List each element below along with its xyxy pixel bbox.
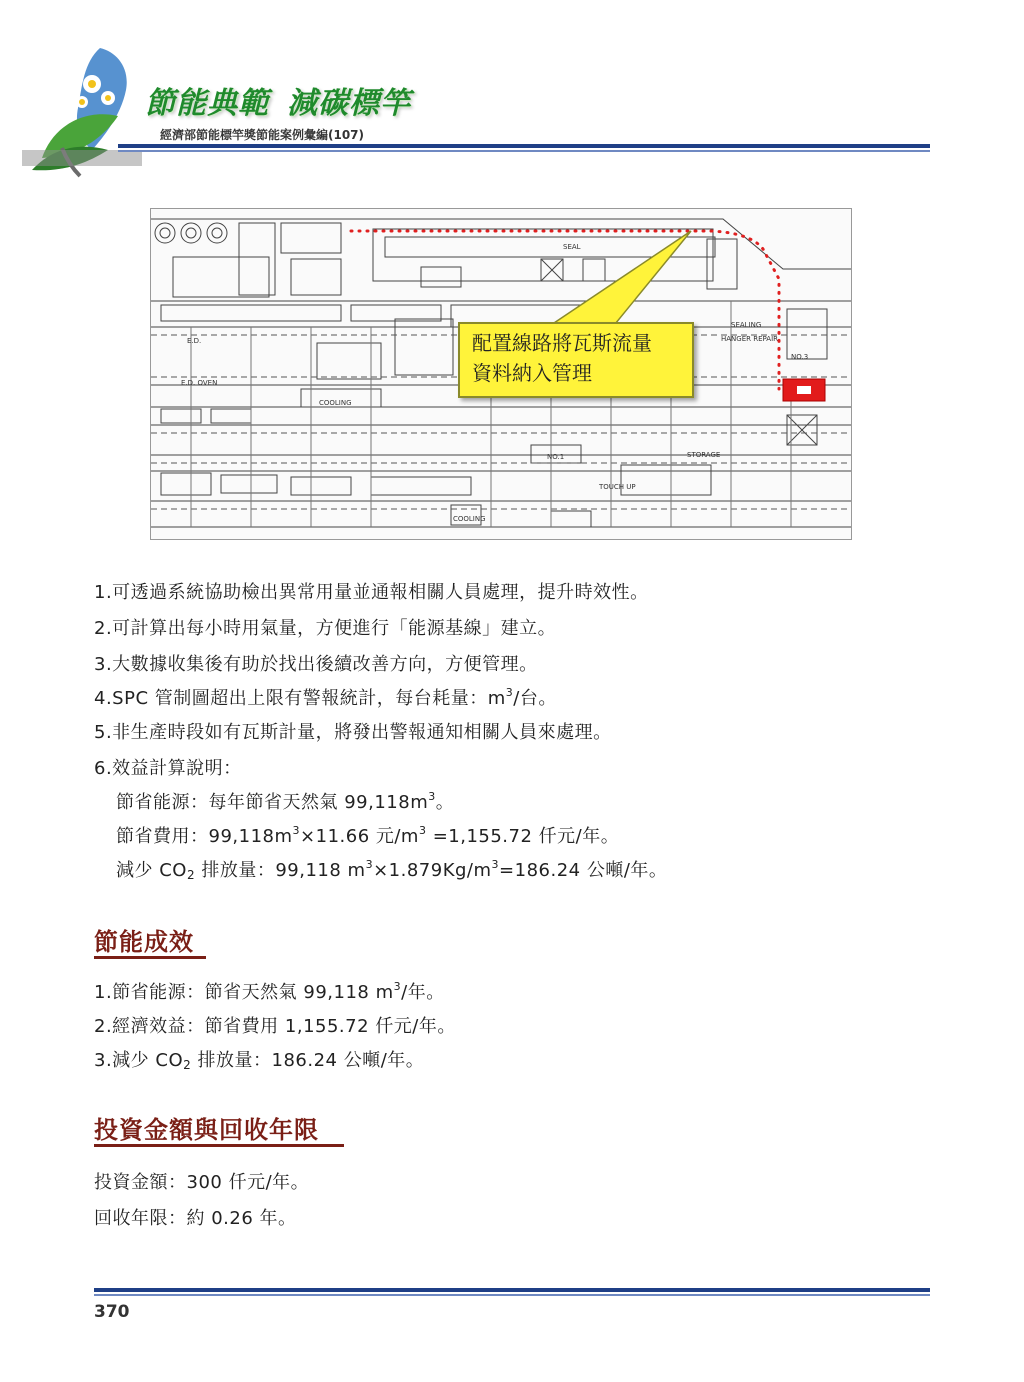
header-rule-thick bbox=[118, 144, 930, 148]
text: 排放量：99,118 m bbox=[195, 860, 366, 881]
callout-line: 資料納入管理 bbox=[472, 361, 592, 385]
text: 1.節省能源：節省天然氣 99,118 m bbox=[94, 982, 394, 1003]
invest-line: 回收年限：約 0.26 年。 bbox=[94, 1208, 297, 1229]
superscript: 3 bbox=[418, 824, 427, 837]
text: 3.減少 CO bbox=[94, 1050, 184, 1071]
list-item bbox=[94, 978, 445, 1004]
superscript: 3 bbox=[491, 858, 500, 871]
text: =186.24 公噸/年。 bbox=[499, 860, 668, 881]
plan-label: SEAL bbox=[563, 243, 581, 251]
list-item: 1.可透過系統協助檢出異常用量並通報相關人員處理，提升時效性。 bbox=[94, 582, 649, 603]
subscript: 2 bbox=[183, 1058, 192, 1072]
brand-title bbox=[145, 78, 411, 122]
brand-title-part2: 減碳標竿 bbox=[287, 86, 411, 121]
plan-label: TOUCH UP bbox=[599, 483, 636, 491]
plan-label: COOLING bbox=[453, 515, 486, 523]
calc-line bbox=[116, 788, 454, 814]
text: ×1.879Kg/m bbox=[373, 860, 492, 881]
list-item: 2.可計算出每小時用氣量，方便進行「能源基線」建立。 bbox=[94, 618, 557, 639]
superscript: 3 bbox=[393, 980, 402, 993]
plan-label: NO.1 bbox=[547, 453, 565, 461]
plan-label: NO.3 bbox=[791, 353, 809, 361]
text: ×11.66 元/m bbox=[300, 826, 419, 847]
plan-label: COOLING bbox=[319, 399, 352, 407]
footer-rule-thin bbox=[94, 1294, 930, 1296]
footer-rule-thick bbox=[94, 1288, 930, 1292]
plan-label: SEALING bbox=[731, 321, 762, 329]
text: 節省費用：99,118m bbox=[116, 826, 293, 847]
plan-label: E.D. bbox=[187, 337, 202, 345]
callout-box bbox=[458, 322, 694, 398]
brand-subtitle: 經濟部節能標竿獎節能案例彙編(107) bbox=[160, 128, 365, 142]
plan-label: HANGER REPAIR bbox=[721, 335, 779, 343]
subscript: 2 bbox=[186, 868, 196, 882]
text: 節省能源：每年節省天然氣 99,118m bbox=[116, 792, 429, 813]
plan-label: E.D. OVEN bbox=[181, 379, 218, 387]
section-underline bbox=[94, 956, 206, 959]
header-rule-thin bbox=[118, 150, 930, 152]
text: 4.SPC 管制圖超出上限有警報統計，每台耗量：m bbox=[94, 688, 506, 709]
invest-line: 投資金額：300 仟元/年。 bbox=[94, 1172, 310, 1193]
superscript: 3 bbox=[365, 858, 374, 871]
text: /年。 bbox=[401, 982, 445, 1003]
superscript: 3 bbox=[428, 790, 436, 803]
taiwan-leaf-logo-icon bbox=[22, 38, 152, 178]
text: /台。 bbox=[513, 688, 557, 709]
list-item: 3.大數據收集後有助於找出後續改善方向，方便管理。 bbox=[94, 654, 538, 675]
list-item bbox=[94, 1046, 424, 1072]
section-title-results: 節能成效 bbox=[94, 928, 194, 956]
plan-label: STORAGE bbox=[687, 451, 721, 459]
calc-line bbox=[116, 856, 667, 882]
text: =1,155.72 仟元/年。 bbox=[426, 826, 620, 847]
list-item: 5.非生產時段如有瓦斯計量，將發出警報通知相關人員來處理。 bbox=[94, 722, 612, 743]
text: 。 bbox=[435, 792, 455, 813]
text: 減少 CO bbox=[116, 860, 187, 881]
superscript: 3 bbox=[292, 824, 301, 837]
list-item: 2.經濟效益：節省費用 1,155.72 仟元/年。 bbox=[94, 1016, 456, 1037]
page-number: 370 bbox=[94, 1302, 130, 1322]
calc-line bbox=[116, 822, 619, 848]
list-item bbox=[94, 684, 557, 710]
section-underline bbox=[94, 1144, 344, 1147]
text: 排放量：186.24 公噸/年。 bbox=[191, 1050, 425, 1071]
superscript: 3 bbox=[505, 686, 514, 699]
section-title-investment: 投資金額與回收年限 bbox=[94, 1116, 319, 1144]
brand-title-part1: 節能典範 bbox=[145, 86, 269, 121]
list-item: 6.效益計算說明： bbox=[94, 758, 242, 779]
callout-line: 配置線路將瓦斯流量 bbox=[472, 331, 652, 355]
